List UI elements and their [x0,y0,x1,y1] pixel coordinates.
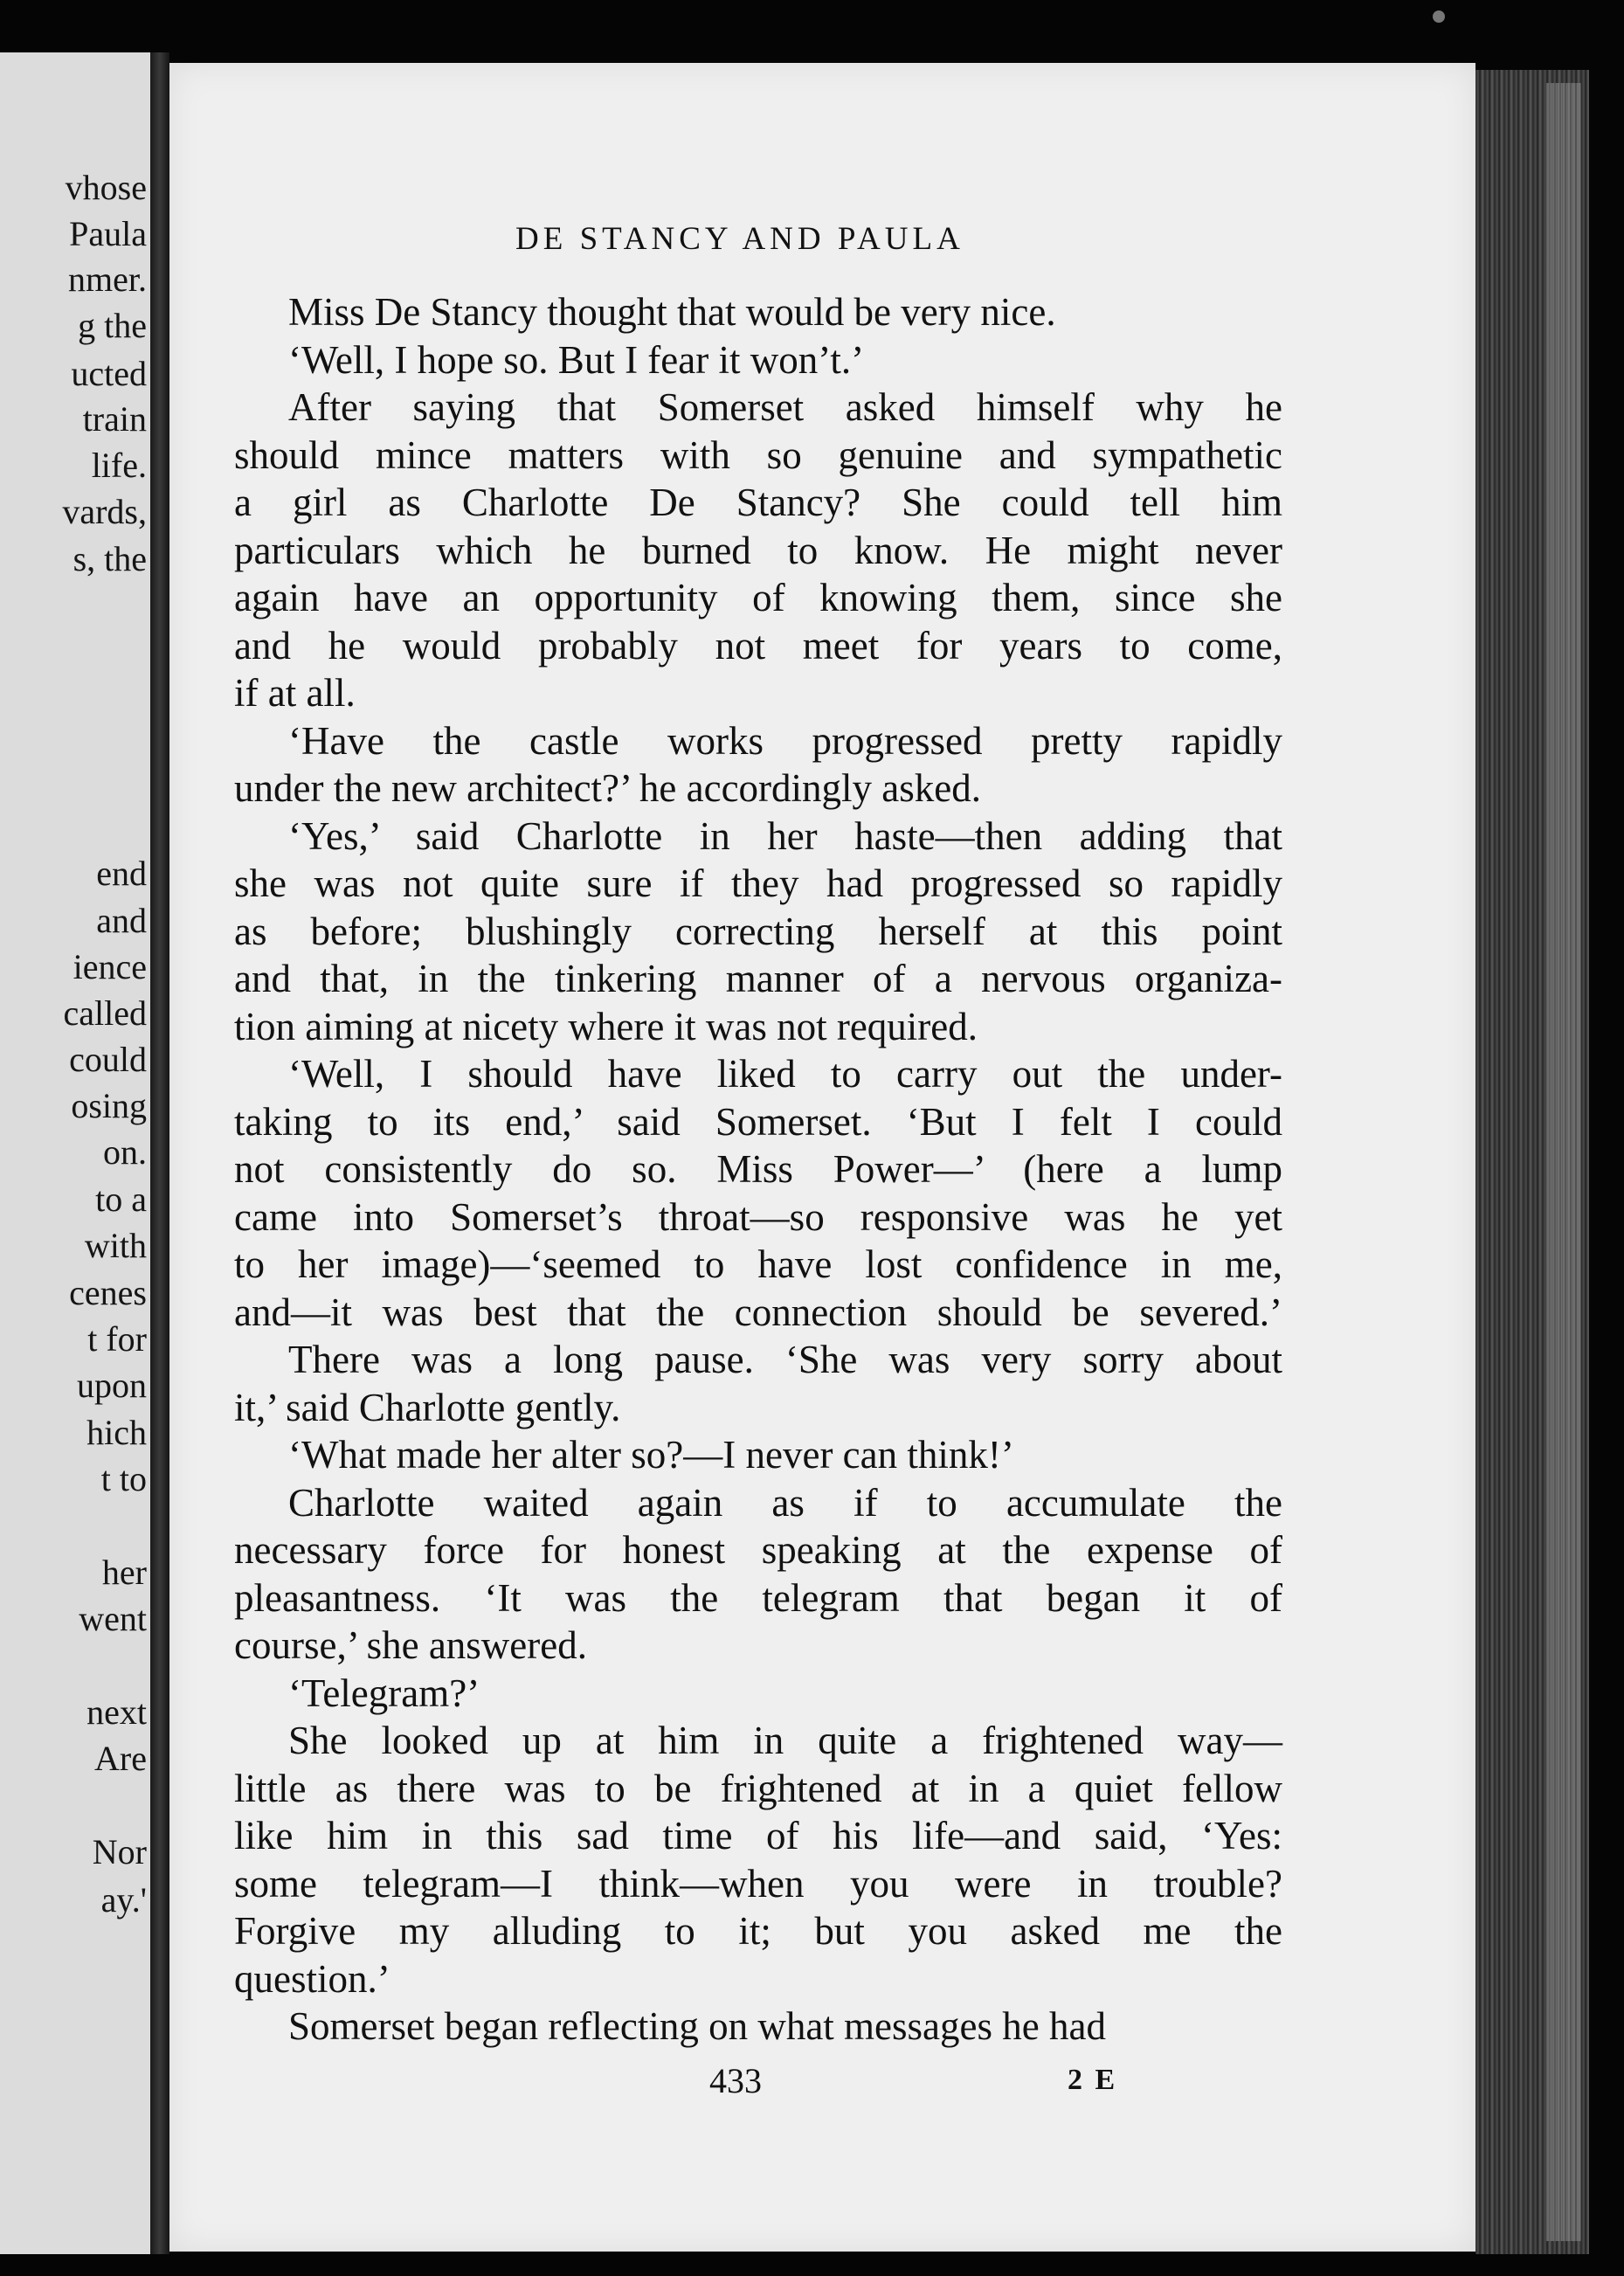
text-line: ‘Telegram?’ [288,1671,480,1715]
text-line: particulars which he burned to know. He might never [234,528,1282,572]
text-line: Forgive my alluding to it; but you asked me the [234,1909,1282,1953]
text-line: Charlotte waited again as if to accumulate the [288,1480,1282,1525]
text-line: not consistently do so. Miss Power—’ (here a lump [234,1147,1282,1191]
left-page-fragment: s, the [73,539,147,578]
text-line: question.’ [234,1956,390,2001]
text-line: some telegram—I think—when you were in trouble? [234,1861,1282,1906]
text-line: under the new architect?’ he accordingly asked. [234,766,981,810]
text-line: Miss De Stancy thought that would be very nice. [288,290,1056,334]
text-line: There was a long pause. ‘She was very sorry about [288,1338,1282,1381]
left-page-fragment: life. [91,446,147,485]
text-line: a girl as Charlotte De Stancy? She could tell him [234,481,1282,524]
left-page-fragment: called [63,993,147,1033]
left-page-fragment: Are [94,1739,147,1778]
body-text [234,288,1282,2051]
text-line: and he would probably not meet for years to come, [234,623,1282,668]
signature-mark: 2 E [1068,2064,1118,2096]
dust-speck [1433,10,1445,23]
text-line: as before; blushingly correcting herself at this point [234,909,1282,953]
text-line: ‘Well, I should have liked to carry out the under- [288,1052,1282,1096]
text-line: After saying that Somerset asked himself why he [288,385,1282,429]
left-page-fragment: t to [100,1459,147,1498]
text-line: course,’ she answered. [234,1623,587,1667]
text-line: and that, in the tinkering manner of a nervous organiza- [234,957,1282,1000]
text-line: ‘Have the castle works progressed pretty rapidly [288,718,1282,763]
left-page-fragment: upon [77,1366,147,1405]
left-page-fragment: train [82,399,147,439]
text-line: She looked up at him in quite a frightened way— [288,1719,1282,1762]
text-line: pleasantness. ‘It was the telegram that began it of [234,1575,1282,1620]
text-line: necessary force for honest speaking at the expense of [234,1528,1282,1572]
left-page-fragment: to a [95,1180,147,1219]
text-line: she was not quite sure if they had progressed so rapidly [234,861,1282,905]
text-line: again have an opportunity of knowing them, since she [234,576,1282,619]
text-line: should mince matters with so genuine and sympathetic [234,432,1282,477]
text-line: came into Somerset’s throat—so responsive was he yet [234,1194,1282,1239]
left-page-fragment: ay.' [100,1880,147,1920]
text-line: ‘Well, I hope so. But I fear it won’t.’ [288,337,865,382]
left-page-fragment: t for [87,1319,147,1359]
text-line: ‘What made her alter so?—I never can think!’ [288,1433,1014,1477]
left-page [0,52,150,2254]
left-page-fragment: g the [78,306,147,345]
left-page-fragment: end [96,854,147,893]
left-page-fragment: ucted [71,354,147,393]
page-number: 433 [709,2061,762,2100]
text-line: ‘Yes,’ said Charlotte in her haste—then adding that [288,813,1282,858]
left-page-fragment: with [84,1226,147,1265]
text-line: to her image)—‘seemed to have lost confidence in me, [234,1242,1282,1286]
left-page-fragment: vards, [62,492,147,531]
left-page-fragment: hich [86,1413,147,1452]
left-page-fragment: osing [71,1086,147,1125]
text-line: little as there was to be frightened at in a quiet fellow [234,1766,1282,1810]
left-page-fragment: Paula [69,214,147,253]
left-page-fragment: her [101,1553,147,1592]
left-page-fragment: Nor [92,1832,147,1871]
page-edges-highlight [1546,83,1581,2241]
text-line: if at all. [234,671,356,715]
text-line: Somerset began reflecting on what messages he had [288,2004,1106,2048]
left-page-fragment: and [96,901,147,940]
left-page-fragment: next [86,1692,147,1732]
left-page-fragment: nmer. [68,259,147,299]
left-page-fragment: could [69,1040,147,1079]
text-line: like him in this sad time of his life—and said, ‘Yes: [234,1814,1282,1857]
book-gutter [150,52,169,2254]
running-head: DE STANCY AND PAULA [515,221,964,257]
left-page-fragment: on. [103,1132,147,1172]
left-page-fragment: went [79,1599,147,1638]
text-line: tion aiming at nicety where it was not required. [234,1004,978,1048]
left-page-fragment: cenes [69,1273,147,1312]
text-line: it,’ said Charlotte gently. [234,1385,621,1429]
left-page-fragment: ience [73,947,147,986]
text-line: and—it was best that the connection should be severed.’ [234,1290,1282,1334]
text-line: taking to its end,’ said Somerset. ‘But I felt I could [234,1099,1282,1144]
left-page-fragment: vhose [65,168,147,207]
